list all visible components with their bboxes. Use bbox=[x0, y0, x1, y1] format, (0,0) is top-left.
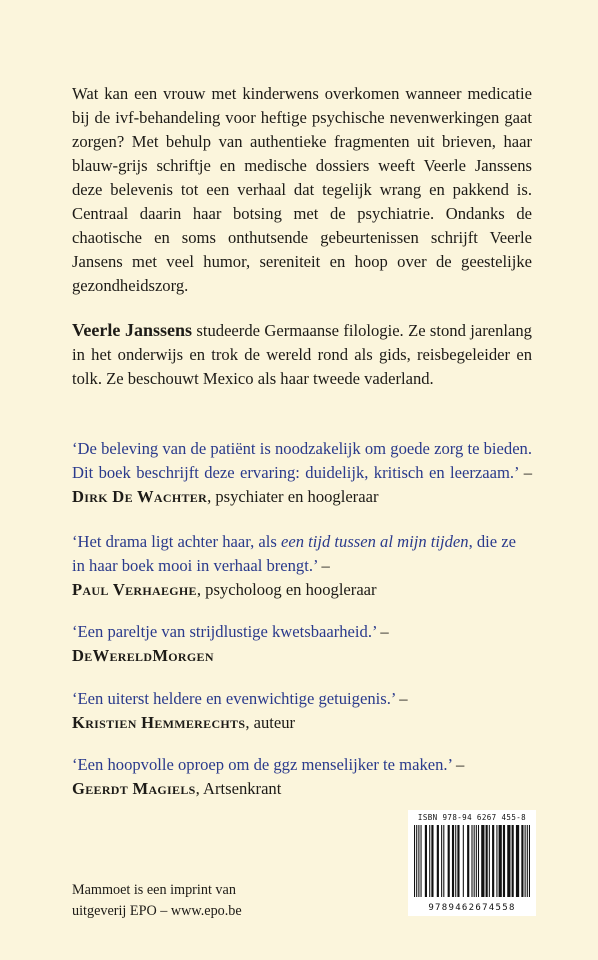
barcode-bar bbox=[431, 825, 433, 897]
isbn-barcode bbox=[408, 810, 536, 916]
quote-source-role: , psychiater en hoogleraar bbox=[207, 487, 379, 506]
barcode-bar bbox=[463, 825, 464, 897]
barcode-bar bbox=[414, 825, 415, 897]
barcode-bar bbox=[416, 825, 417, 897]
publisher-line-2: uitgeverij EPO – www.epo.be bbox=[72, 903, 242, 919]
quote-dash: – bbox=[518, 463, 532, 482]
barcode-bar bbox=[516, 825, 519, 897]
quote-dash: – bbox=[451, 755, 465, 774]
review-quote-2 bbox=[72, 530, 532, 602]
isbn-digits: 9789462674558 bbox=[428, 903, 516, 913]
barcode-bar bbox=[448, 825, 450, 897]
publisher-info bbox=[72, 880, 332, 922]
barcode-bar bbox=[457, 825, 459, 897]
quote-source-role: , auteur bbox=[245, 713, 296, 732]
quote-text: ‘Een uiterst heldere en evenwichtige getuigenis.’ bbox=[72, 689, 396, 708]
barcode-bar bbox=[467, 825, 469, 897]
review-quote-4 bbox=[72, 687, 532, 735]
quote-text: ‘Een hoopvolle oproep om de ggz menselijker te maken.’ bbox=[72, 755, 452, 774]
quote-source-name: Dirk De Wachter bbox=[72, 487, 208, 506]
barcode-bar bbox=[471, 825, 472, 897]
barcode-bar bbox=[452, 825, 454, 897]
review-quote-5 bbox=[72, 753, 532, 801]
barcode-bar bbox=[492, 825, 494, 897]
barcode-bar bbox=[527, 825, 528, 897]
book-blurb: Wat kan een vrouw met kinderwens overkomen wanneer medicatie bij de ivf-behandeling voor heftige psychische nevenwerkingen gaat zorgen? Met behulp van authentieke fragmenten uit brieven, haar blauw-grijs schriftje en medische dossiers weeft Veerle Janssens deze belevenis tot een verhaal dat tegelijk wrang en pakkend is. Centraal daarin haar botsing met de psychiatrie. Ondanks de chaotische en soms onthutsende gebeurtenissen schrijft Veerle Jansens met veel humor, sereniteit en hoop over de geestelijke gezondheidszorg. bbox=[72, 84, 532, 295]
quote-source-name: Geerdt Magiels bbox=[72, 779, 196, 798]
barcode-bars-icon bbox=[414, 825, 530, 897]
barcode-bar bbox=[507, 825, 510, 897]
barcode-bar bbox=[474, 825, 475, 897]
barcode-bar bbox=[421, 825, 422, 897]
quote-source-name: Kristien Hemmerechts bbox=[72, 713, 246, 732]
review-quote-1 bbox=[72, 437, 532, 509]
barcode-bar bbox=[441, 825, 442, 897]
barcode-bar bbox=[489, 825, 490, 897]
barcode-bar bbox=[521, 825, 523, 897]
barcode-bar bbox=[496, 825, 497, 897]
quote-text-after: , die ze in haar boek mooi in verhaal brengt.’ bbox=[72, 532, 517, 575]
quote-source-role: , Artsenkrant bbox=[195, 779, 282, 798]
quote-source-role: , psycholoog en hoogleraar bbox=[196, 580, 377, 599]
quote-source-name: Paul Verhaeghe bbox=[72, 580, 197, 599]
quote-dash: – bbox=[395, 689, 408, 708]
barcode-bar bbox=[443, 825, 444, 897]
barcode-bar bbox=[425, 825, 427, 897]
barcode-bar bbox=[478, 825, 479, 897]
author-name: Veerle Janssens bbox=[72, 320, 193, 340]
quote-text-italic: een tijd tussen al mijn tijden bbox=[280, 532, 469, 551]
barcode-bar bbox=[429, 825, 430, 897]
review-quote-3 bbox=[72, 620, 532, 668]
barcode-bar bbox=[418, 825, 419, 897]
barcode-bar bbox=[481, 825, 484, 897]
barcode-bar bbox=[525, 825, 526, 897]
quote-dash: – bbox=[317, 556, 330, 575]
isbn-label: ISBN 978-94 6267 455-8 bbox=[417, 813, 527, 822]
quote-dash: – bbox=[376, 622, 389, 641]
publisher-line-1: Mammoet is een imprint van bbox=[72, 882, 236, 898]
barcode-bar bbox=[437, 825, 439, 897]
quote-text: ‘De beleving van de patiënt is noodzakelijk om goede zorg te bieden. Dit boek beschrijft deze ervaring: duidelijk, kritisch en leerzaam.’ bbox=[72, 439, 532, 482]
barcode-bar bbox=[486, 825, 488, 897]
barcode-bar bbox=[499, 825, 502, 897]
barcode-bar bbox=[476, 825, 477, 897]
barcode-bar bbox=[529, 825, 530, 897]
quote-source-name: DeWereldMorgen bbox=[72, 646, 214, 665]
quote-text: ‘Een pareltje van strijdlustige kwetsbaarheid.’ bbox=[72, 622, 377, 641]
barcode-bar bbox=[455, 825, 456, 897]
author-bio bbox=[72, 318, 532, 391]
barcode-bar bbox=[503, 825, 505, 897]
barcode-bar bbox=[512, 825, 514, 897]
author-bio-text: studeerde Germaanse filologie. Ze stond jarenlang in het onderwijs en trok de wereld rond als gids, reisbegeleider en tolk. Ze beschouwt Mexico als haar tweede vaderland. bbox=[72, 321, 532, 388]
quote-text-before: ‘Het drama ligt achter haar, als bbox=[72, 532, 281, 551]
